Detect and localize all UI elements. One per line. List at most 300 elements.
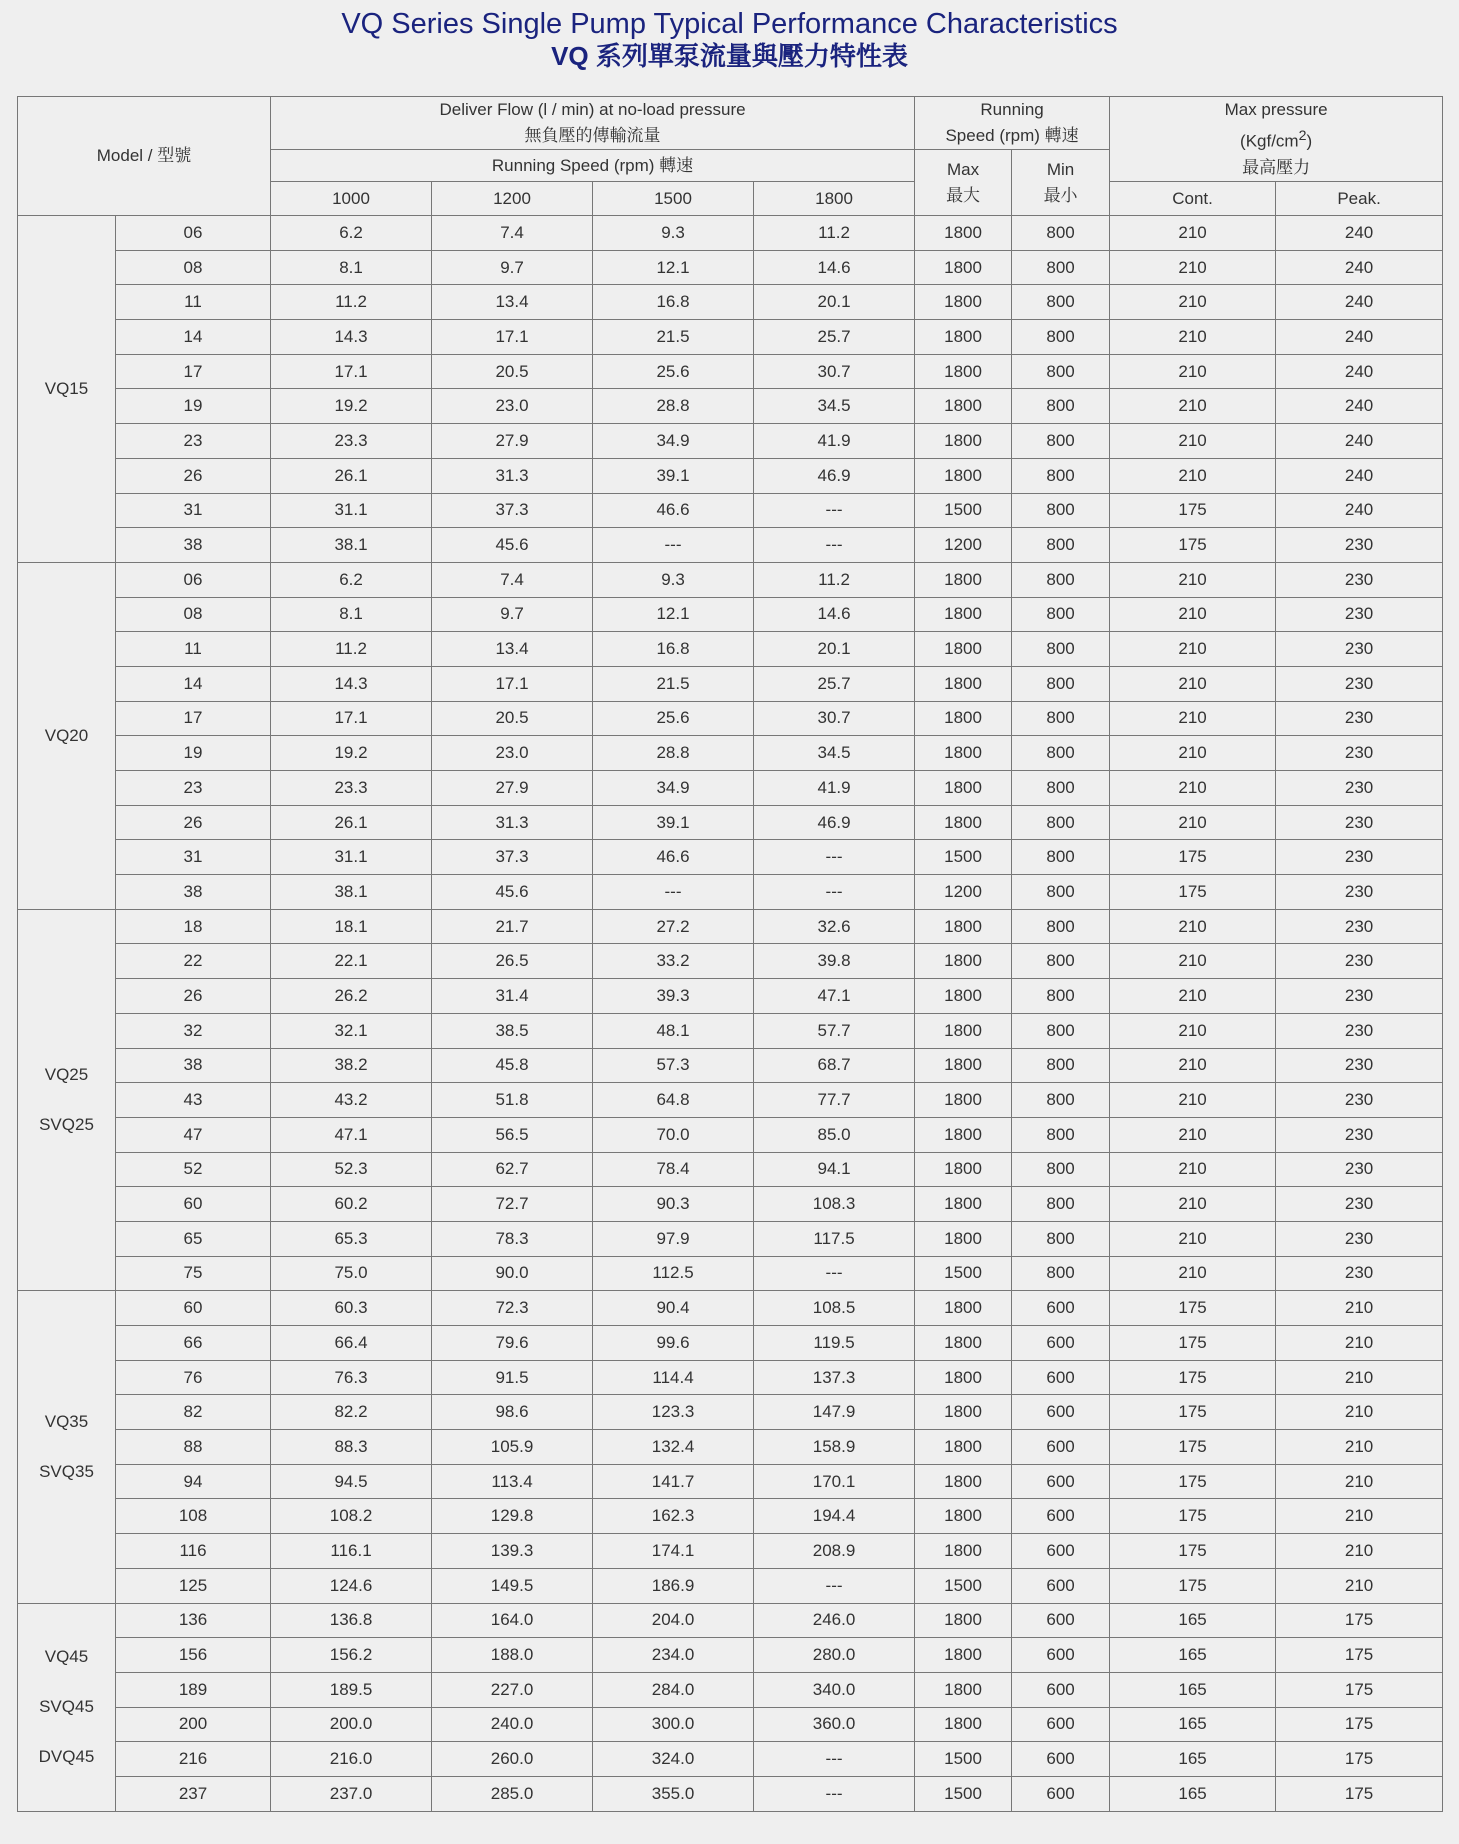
model-code-cell: 18 [116, 909, 271, 944]
header-cont: Cont. [1110, 182, 1276, 216]
speed-min-cell: 800 [1012, 1117, 1110, 1152]
model-code-cell: 14 [116, 320, 271, 355]
table-row [18, 909, 1443, 944]
speed-max-cell: 1800 [915, 216, 1012, 251]
flow-1200-cell: 78.3 [432, 1221, 593, 1256]
pressure-peak-cell: 210 [1276, 1360, 1443, 1395]
model-group-name: DVQ45 [38, 1747, 95, 1767]
model-code-cell: 26 [116, 805, 271, 840]
table-row [18, 1187, 1443, 1222]
pressure-peak-cell: 210 [1276, 1395, 1443, 1430]
speed-max-cell: 1800 [915, 597, 1012, 632]
model-code-cell: 200 [116, 1707, 271, 1742]
flow-1500-cell: 9.3 [593, 216, 754, 251]
speed-max-cell: 1800 [915, 805, 1012, 840]
speed-min-cell: 800 [1012, 528, 1110, 563]
flow-1200-cell: 56.5 [432, 1117, 593, 1152]
model-code-cell: 26 [116, 458, 271, 493]
flow-1000-cell: 189.5 [271, 1672, 432, 1707]
speed-max-cell: 1800 [915, 1603, 1012, 1638]
flow-1800-cell: --- [754, 875, 915, 910]
model-code-cell: 23 [116, 771, 271, 806]
flow-1200-cell: 62.7 [432, 1152, 593, 1187]
flow-1200-cell: 188.0 [432, 1638, 593, 1673]
speed-min-cell: 600 [1012, 1638, 1110, 1673]
pressure-cont-cell: 175 [1110, 493, 1276, 528]
pressure-peak-cell: 230 [1276, 597, 1443, 632]
pressure-cont-cell: 210 [1110, 562, 1276, 597]
flow-1800-cell: 158.9 [754, 1430, 915, 1465]
speed-min-cell: 800 [1012, 250, 1110, 285]
flow-1500-cell: --- [593, 875, 754, 910]
flow-1200-cell: 26.5 [432, 944, 593, 979]
pressure-cont-cell: 210 [1110, 1221, 1276, 1256]
flow-1200-cell: 13.4 [432, 632, 593, 667]
speed-max-cell: 1500 [915, 1568, 1012, 1603]
pressure-cont-cell: 175 [1110, 1395, 1276, 1430]
table-row [18, 805, 1443, 840]
pressure-peak-cell: 230 [1276, 701, 1443, 736]
header-running-zh: Speed (rpm) 轉速 [945, 126, 1079, 145]
speed-min-cell: 800 [1012, 424, 1110, 459]
speed-min-cell: 800 [1012, 285, 1110, 320]
pressure-cont-cell: 210 [1110, 979, 1276, 1014]
pressure-peak-cell: 210 [1276, 1291, 1443, 1326]
speed-min-cell: 600 [1012, 1742, 1110, 1777]
flow-1000-cell: 31.1 [271, 493, 432, 528]
pressure-cont-cell: 175 [1110, 1499, 1276, 1534]
model-group-name: SVQ45 [39, 1697, 94, 1717]
flow-1500-cell: 48.1 [593, 1013, 754, 1048]
speed-max-cell: 1800 [915, 1707, 1012, 1742]
flow-1000-cell: 60.2 [271, 1187, 432, 1222]
pressure-peak-cell: 230 [1276, 1187, 1443, 1222]
pressure-cont-cell: 175 [1110, 1534, 1276, 1569]
model-code-cell: 52 [116, 1152, 271, 1187]
pressure-cont-cell: 210 [1110, 216, 1276, 251]
speed-min-cell: 800 [1012, 632, 1110, 667]
header-pressure-unit [1110, 123, 1442, 155]
speed-min-cell: 800 [1012, 909, 1110, 944]
model-code-cell: 60 [116, 1187, 271, 1222]
speed-min-cell: 800 [1012, 1221, 1110, 1256]
table-row [18, 979, 1443, 1014]
pressure-cont-cell: 175 [1110, 1430, 1276, 1465]
flow-1000-cell: 14.3 [271, 666, 432, 701]
flow-1500-cell: 16.8 [593, 285, 754, 320]
speed-max-cell: 1800 [915, 1360, 1012, 1395]
flow-1800-cell: 77.7 [754, 1083, 915, 1118]
flow-1500-cell: 90.3 [593, 1187, 754, 1222]
speed-max-cell: 1800 [915, 979, 1012, 1014]
header-running-speed [915, 97, 1110, 150]
flow-1500-cell: 64.8 [593, 1083, 754, 1118]
speed-max-cell: 1800 [915, 285, 1012, 320]
speed-min-cell: 800 [1012, 1048, 1110, 1083]
pressure-cont-cell: 210 [1110, 354, 1276, 389]
speed-min-cell: 800 [1012, 562, 1110, 597]
pressure-cont-cell: 165 [1110, 1603, 1276, 1638]
pressure-peak-cell: 230 [1276, 979, 1443, 1014]
model-code-cell: 08 [116, 597, 271, 632]
pressure-cont-cell: 165 [1110, 1707, 1276, 1742]
pressure-peak-cell: 230 [1276, 944, 1443, 979]
speed-max-cell: 1800 [915, 1430, 1012, 1465]
flow-1200-cell: 51.8 [432, 1083, 593, 1118]
table-row [18, 1638, 1443, 1673]
flow-1800-cell: 137.3 [754, 1360, 915, 1395]
table-row [18, 1291, 1443, 1326]
flow-1800-cell: 360.0 [754, 1707, 915, 1742]
flow-1800-cell: 117.5 [754, 1221, 915, 1256]
model-code-cell: 116 [116, 1534, 271, 1569]
model-code-cell: 66 [116, 1326, 271, 1361]
flow-1000-cell: 18.1 [271, 909, 432, 944]
header-max [915, 150, 1012, 216]
flow-1200-cell: 37.3 [432, 840, 593, 875]
flow-1500-cell: 27.2 [593, 909, 754, 944]
flow-1500-cell: 141.7 [593, 1464, 754, 1499]
pressure-cont-cell: 210 [1110, 1117, 1276, 1152]
pressure-cont-cell: 210 [1110, 285, 1276, 320]
pressure-cont-cell: 210 [1110, 1048, 1276, 1083]
model-group-name: VQ15 [44, 378, 89, 398]
table-row [18, 1221, 1443, 1256]
flow-1500-cell: 39.3 [593, 979, 754, 1014]
flow-1200-cell: 7.4 [432, 562, 593, 597]
flow-1000-cell: 17.1 [271, 701, 432, 736]
pressure-peak-cell: 175 [1276, 1603, 1443, 1638]
speed-max-cell: 1800 [915, 458, 1012, 493]
table-row [18, 1534, 1443, 1569]
speed-min-cell: 800 [1012, 979, 1110, 1014]
speed-min-cell: 800 [1012, 216, 1110, 251]
model-code-cell: 17 [116, 354, 271, 389]
flow-1000-cell: 136.8 [271, 1603, 432, 1638]
pressure-cont-cell: 210 [1110, 1256, 1276, 1291]
flow-1200-cell: 45.6 [432, 875, 593, 910]
pressure-peak-cell: 230 [1276, 666, 1443, 701]
speed-max-cell: 1800 [915, 1048, 1012, 1083]
model-code-cell: 19 [116, 736, 271, 771]
flow-1000-cell: 216.0 [271, 1742, 432, 1777]
page-title: VQ Series Single Pump Typical Performance Characteristics [341, 8, 1118, 40]
flow-1800-cell: 194.4 [754, 1499, 915, 1534]
table-row [18, 1707, 1443, 1742]
speed-max-cell: 1800 [915, 909, 1012, 944]
flow-1800-cell: 34.5 [754, 389, 915, 424]
pressure-peak-cell: 230 [1276, 840, 1443, 875]
flow-1800-cell: 147.9 [754, 1395, 915, 1430]
pressure-cont-cell: 210 [1110, 736, 1276, 771]
model-code-cell: 22 [116, 944, 271, 979]
flow-1200-cell: 27.9 [432, 424, 593, 459]
flow-1000-cell: 88.3 [271, 1430, 432, 1465]
speed-min-cell: 800 [1012, 771, 1110, 806]
flow-1500-cell: 9.3 [593, 562, 754, 597]
flow-1000-cell: 17.1 [271, 354, 432, 389]
flow-1500-cell: 21.5 [593, 666, 754, 701]
model-code-cell: 06 [116, 216, 271, 251]
table-row [18, 1326, 1443, 1361]
flow-1500-cell: 16.8 [593, 632, 754, 667]
flow-1000-cell: 14.3 [271, 320, 432, 355]
flow-1200-cell: 21.7 [432, 909, 593, 944]
flow-1000-cell: 60.3 [271, 1291, 432, 1326]
model-code-cell: 19 [116, 389, 271, 424]
flow-1000-cell: 108.2 [271, 1499, 432, 1534]
pressure-cont-cell: 210 [1110, 250, 1276, 285]
table-row [18, 1742, 1443, 1777]
flow-1000-cell: 200.0 [271, 1707, 432, 1742]
pressure-cont-cell: 175 [1110, 1326, 1276, 1361]
speed-max-cell: 1800 [915, 389, 1012, 424]
model-group-name: SVQ35 [39, 1461, 94, 1481]
table-row [18, 1152, 1443, 1187]
table-row [18, 562, 1443, 597]
model-code-cell: 43 [116, 1083, 271, 1118]
speed-min-cell: 800 [1012, 944, 1110, 979]
table-row [18, 458, 1443, 493]
flow-1800-cell: 47.1 [754, 979, 915, 1014]
speed-min-cell: 800 [1012, 805, 1110, 840]
pressure-peak-cell: 210 [1276, 1568, 1443, 1603]
pressure-peak-cell: 230 [1276, 1117, 1443, 1152]
pressure-peak-cell: 175 [1276, 1672, 1443, 1707]
pressure-cont-cell: 165 [1110, 1638, 1276, 1673]
speed-max-cell: 1800 [915, 354, 1012, 389]
pressure-peak-cell: 230 [1276, 1083, 1443, 1118]
flow-1200-cell: 31.3 [432, 458, 593, 493]
flow-1800-cell: 108.5 [754, 1291, 915, 1326]
model-code-cell: 23 [116, 424, 271, 459]
flow-1800-cell: 41.9 [754, 424, 915, 459]
flow-1000-cell: 116.1 [271, 1534, 432, 1569]
pressure-peak-cell: 230 [1276, 632, 1443, 667]
header-deliver-flow [271, 97, 915, 150]
flow-1000-cell: 23.3 [271, 771, 432, 806]
flow-1000-cell: 6.2 [271, 562, 432, 597]
model-code-cell: 75 [116, 1256, 271, 1291]
flow-1000-cell: 11.2 [271, 285, 432, 320]
flow-1200-cell: 129.8 [432, 1499, 593, 1534]
speed-min-cell: 800 [1012, 736, 1110, 771]
speed-max-cell: 1800 [915, 1326, 1012, 1361]
flow-1000-cell: 19.2 [271, 389, 432, 424]
flow-1200-cell: 7.4 [432, 216, 593, 251]
speed-min-cell: 800 [1012, 597, 1110, 632]
model-group-cell [18, 1603, 116, 1811]
flow-1800-cell: 41.9 [754, 771, 915, 806]
table-body [18, 216, 1443, 1812]
pressure-cont-cell: 210 [1110, 944, 1276, 979]
pressure-peak-cell: 230 [1276, 562, 1443, 597]
flow-1500-cell: 90.4 [593, 1291, 754, 1326]
flow-1200-cell: 9.7 [432, 250, 593, 285]
flow-1200-cell: 227.0 [432, 1672, 593, 1707]
model-code-cell: 06 [116, 562, 271, 597]
table-row [18, 666, 1443, 701]
speed-max-cell: 1800 [915, 1013, 1012, 1048]
model-code-cell: 14 [116, 666, 271, 701]
model-code-cell: 26 [116, 979, 271, 1014]
table-row [18, 1083, 1443, 1118]
speed-max-cell: 1800 [915, 1221, 1012, 1256]
header-max-pressure [1110, 97, 1443, 182]
header-max-zh: 最大 [946, 185, 981, 205]
speed-max-cell: 1800 [915, 666, 1012, 701]
flow-1200-cell: 90.0 [432, 1256, 593, 1291]
speed-min-cell: 600 [1012, 1603, 1110, 1638]
table-row [18, 1568, 1443, 1603]
speed-max-cell: 1500 [915, 1256, 1012, 1291]
table-row [18, 285, 1443, 320]
model-code-cell: 31 [116, 493, 271, 528]
flow-1800-cell: 208.9 [754, 1534, 915, 1569]
title-block [0, 0, 1459, 88]
speed-min-cell: 800 [1012, 1187, 1110, 1222]
speed-min-cell: 600 [1012, 1776, 1110, 1811]
flow-1500-cell: 234.0 [593, 1638, 754, 1673]
flow-1500-cell: 97.9 [593, 1221, 754, 1256]
flow-1200-cell: 9.7 [432, 597, 593, 632]
speed-min-cell: 800 [1012, 875, 1110, 910]
speed-max-cell: 1500 [915, 493, 1012, 528]
speed-min-cell: 600 [1012, 1430, 1110, 1465]
pressure-cont-cell: 210 [1110, 1013, 1276, 1048]
model-group-cell [18, 1291, 116, 1603]
pressure-peak-cell: 230 [1276, 736, 1443, 771]
pressure-peak-cell: 240 [1276, 320, 1443, 355]
flow-1000-cell: 38.2 [271, 1048, 432, 1083]
flow-1200-cell: 17.1 [432, 320, 593, 355]
speed-min-cell: 800 [1012, 458, 1110, 493]
flow-1000-cell: 38.1 [271, 528, 432, 563]
pressure-peak-cell: 210 [1276, 1464, 1443, 1499]
flow-1800-cell: --- [754, 1742, 915, 1777]
pressure-cont-cell: 210 [1110, 424, 1276, 459]
flow-1800-cell: 30.7 [754, 701, 915, 736]
flow-1800-cell: 246.0 [754, 1603, 915, 1638]
flow-1800-cell: 85.0 [754, 1117, 915, 1152]
flow-1000-cell: 66.4 [271, 1326, 432, 1361]
table-row [18, 1776, 1443, 1811]
speed-min-cell: 800 [1012, 1013, 1110, 1048]
flow-1800-cell: 57.7 [754, 1013, 915, 1048]
model-group-name: VQ25 [44, 1065, 89, 1085]
table-row [18, 1117, 1443, 1152]
table-row [18, 1672, 1443, 1707]
flow-1200-cell: 98.6 [432, 1395, 593, 1430]
speed-max-cell: 1200 [915, 875, 1012, 910]
model-code-cell: 189 [116, 1672, 271, 1707]
pressure-peak-cell: 175 [1276, 1707, 1443, 1742]
speed-max-cell: 1800 [915, 250, 1012, 285]
flow-1500-cell: 162.3 [593, 1499, 754, 1534]
flow-1200-cell: 20.5 [432, 701, 593, 736]
flow-1500-cell: 21.5 [593, 320, 754, 355]
speed-min-cell: 800 [1012, 840, 1110, 875]
flow-1500-cell: 34.9 [593, 424, 754, 459]
table-row [18, 1360, 1443, 1395]
flow-1000-cell: 237.0 [271, 1776, 432, 1811]
pressure-peak-cell: 230 [1276, 875, 1443, 910]
flow-1000-cell: 65.3 [271, 1221, 432, 1256]
flow-1200-cell: 79.6 [432, 1326, 593, 1361]
pressure-cont-cell: 210 [1110, 701, 1276, 736]
table-row [18, 493, 1443, 528]
pressure-cont-cell: 210 [1110, 805, 1276, 840]
flow-1000-cell: 6.2 [271, 216, 432, 251]
table-row [18, 1256, 1443, 1291]
speed-min-cell: 800 [1012, 493, 1110, 528]
pressure-cont-cell: 175 [1110, 840, 1276, 875]
pressure-cont-cell: 175 [1110, 875, 1276, 910]
flow-1200-cell: 38.5 [432, 1013, 593, 1048]
flow-1500-cell: 25.6 [593, 701, 754, 736]
model-group-name: SVQ25 [39, 1115, 94, 1135]
pressure-cont-cell: 165 [1110, 1776, 1276, 1811]
flow-1200-cell: 72.3 [432, 1291, 593, 1326]
flow-1200-cell: 27.9 [432, 771, 593, 806]
flow-1800-cell: 14.6 [754, 250, 915, 285]
model-code-cell: 88 [116, 1430, 271, 1465]
flow-1200-cell: 13.4 [432, 285, 593, 320]
flow-1000-cell: 26.1 [271, 805, 432, 840]
flow-1200-cell: 260.0 [432, 1742, 593, 1777]
model-group-cell [18, 909, 116, 1291]
flow-1000-cell: 52.3 [271, 1152, 432, 1187]
flow-1000-cell: 22.1 [271, 944, 432, 979]
flow-1000-cell: 32.1 [271, 1013, 432, 1048]
flow-1200-cell: 72.7 [432, 1187, 593, 1222]
pressure-peak-cell: 210 [1276, 1326, 1443, 1361]
model-code-cell: 237 [116, 1776, 271, 1811]
flow-1800-cell: --- [754, 1568, 915, 1603]
flow-1800-cell: 25.7 [754, 666, 915, 701]
speed-min-cell: 800 [1012, 1152, 1110, 1187]
speed-min-cell: 600 [1012, 1568, 1110, 1603]
flow-1200-cell: 20.5 [432, 354, 593, 389]
table-row [18, 320, 1443, 355]
flow-1200-cell: 285.0 [432, 1776, 593, 1811]
flow-1800-cell: 32.6 [754, 909, 915, 944]
model-group-name: VQ45 [44, 1647, 89, 1667]
table-row [18, 840, 1443, 875]
flow-1800-cell: 94.1 [754, 1152, 915, 1187]
flow-1000-cell: 26.2 [271, 979, 432, 1014]
flow-1000-cell: 38.1 [271, 875, 432, 910]
flow-1500-cell: 33.2 [593, 944, 754, 979]
flow-1800-cell: 11.2 [754, 216, 915, 251]
flow-1500-cell: 57.3 [593, 1048, 754, 1083]
pressure-cont-cell: 175 [1110, 1464, 1276, 1499]
pressure-peak-cell: 230 [1276, 909, 1443, 944]
flow-1200-cell: 23.0 [432, 389, 593, 424]
speed-max-cell: 1800 [915, 1672, 1012, 1707]
model-code-cell: 11 [116, 285, 271, 320]
pressure-cont-cell: 210 [1110, 771, 1276, 806]
speed-min-cell: 600 [1012, 1291, 1110, 1326]
table-row [18, 424, 1443, 459]
flow-1800-cell: --- [754, 528, 915, 563]
pressure-peak-cell: 240 [1276, 354, 1443, 389]
flow-1000-cell: 31.1 [271, 840, 432, 875]
flow-1200-cell: 164.0 [432, 1603, 593, 1638]
pressure-cont-cell: 175 [1110, 1568, 1276, 1603]
table-row [18, 1048, 1443, 1083]
table-row [18, 771, 1443, 806]
